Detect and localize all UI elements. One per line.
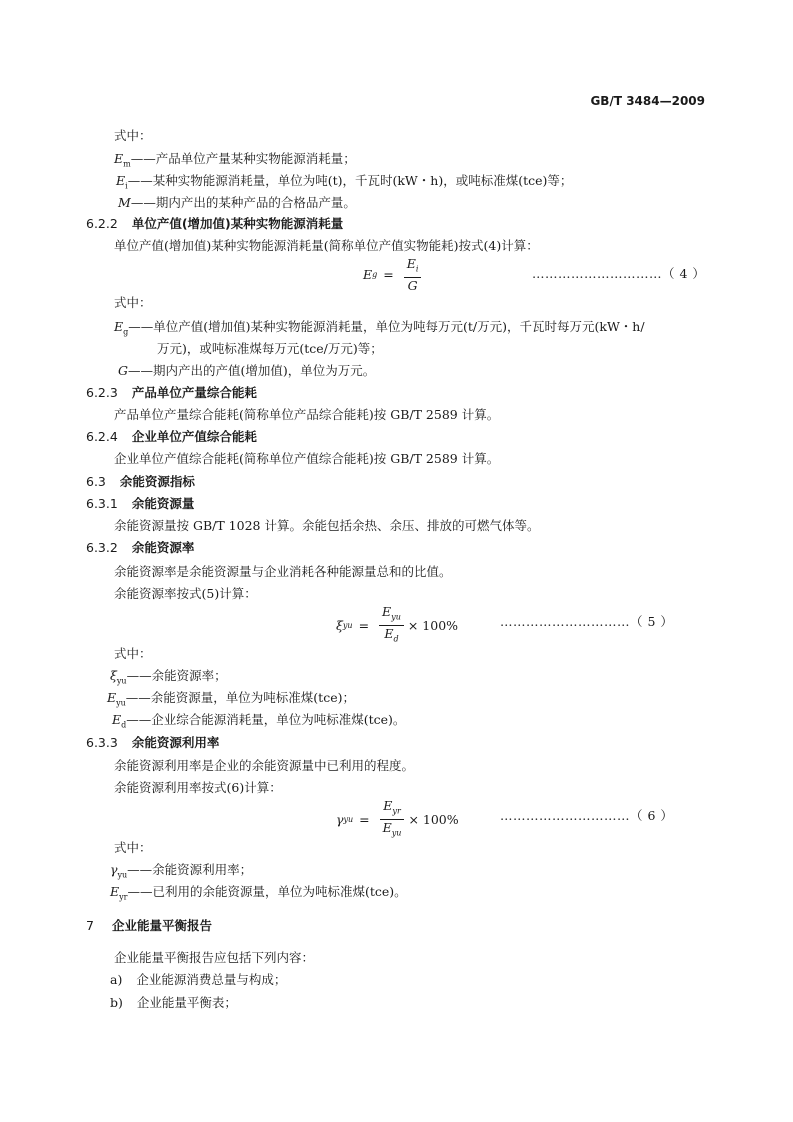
section-heading-6-3: 6.3 余能资源指标 <box>86 474 195 489</box>
list-item-a: a) 企业能源消费总量与构成； <box>110 972 287 987</box>
definition-eg: $E_g——$单位产值(增加值)某种实物能源消耗量，单位为吨每万元(t/万元)，千瓦时每万元(kW・h/ <box>114 319 645 337</box>
list-item-b: b) 企业能量平衡表； <box>110 995 237 1010</box>
equation-number-6: …………………………（ 6 ） <box>500 808 674 823</box>
definition-xi-yu: $\xi_{yu}——$余能资源率； <box>110 668 227 686</box>
definition-e-yu: $E_{yu}——$余能资源量，单位为吨标准煤(tce)； <box>107 690 355 708</box>
where-label: 式中： <box>114 840 152 855</box>
paragraph-6-2-4: 企业单位产值综合能耗(简称单位产值综合能耗)按 GB/T 2589 计算。 <box>114 451 500 466</box>
paragraph-6-2-3: 产品单位产量综合能耗(简称单位产品综合能耗)按 GB/T 2589 计算。 <box>114 407 500 422</box>
paragraph-6-3-1: 余能资源量按 GB/T 1028 计算。余能包括余热、余压、排放的可燃气体等。 <box>114 518 540 533</box>
definition-ei: $E_i——$某种实物能源消耗量，单位为吨(t)，千瓦时(kW・h)，或吨标准煤(tce)等； <box>116 173 573 191</box>
paragraph-6-3-2-b: 余能资源率按式(5)计算： <box>114 586 257 601</box>
definition-g: G——期内产出的产值(增加值)，单位为万元。 <box>118 363 376 378</box>
equation-number-5: …………………………（ 5 ） <box>500 614 674 629</box>
paragraph-6-3-3-b: 余能资源利用率按式(6)计算： <box>114 780 282 795</box>
section-heading-6-2-2: 6.2.2 单位产值(增加值)某种实物能源消耗量 <box>86 216 344 231</box>
definition-eg-continued: 万元)，或吨标准煤每万元(tce/万元)等； <box>157 341 383 356</box>
equation-number-4: …………………………（ 4 ） <box>532 266 706 281</box>
section-heading-6-3-1: 6.3.1 余能资源量 <box>86 496 195 511</box>
definition-e-d: $E_d——$企业综合能源消耗量，单位为吨标准煤(tce)。 <box>112 712 406 730</box>
section-heading-6-2-4: 6.2.4 企业单位产值综合能耗 <box>86 429 257 444</box>
paragraph-6-2-2: 单位产值(增加值)某种实物能源消耗量(简称单位产值实物能耗)按式(4)计算： <box>114 238 539 253</box>
where-label: 式中： <box>114 295 152 310</box>
paragraph-7: 企业能量平衡报告应包括下列内容： <box>114 950 315 965</box>
definition-e-yr: $E_{yr}——$已利用的余能资源量，单位为吨标准煤(tce)。 <box>110 884 407 902</box>
definition-em: $E_m——$产品单位产量某种实物能源消耗量； <box>114 151 356 169</box>
section-heading-6-3-3: 6.3.3 余能资源利用率 <box>86 735 220 750</box>
formula-6: γ yu = $\frac{E_{yr}}{E_{yu}}$ × 100% <box>336 798 459 837</box>
where-label: 式中： <box>114 128 152 143</box>
paragraph-6-3-3-a: 余能资源利用率是企业的余能资源量中已利用的程度。 <box>114 758 415 773</box>
where-label: 式中： <box>114 646 152 661</box>
section-heading-6-3-2: 6.3.2 余能资源率 <box>86 540 195 555</box>
chapter-heading-7: 7 企业能量平衡报告 <box>86 918 212 933</box>
formula-5: ξ yu = $\frac{E_{yu}}{E_d}$ × 100% <box>336 604 459 643</box>
standard-number: GB/T 3484—2009 <box>590 94 705 108</box>
definition-gamma-yu: $\gamma_{yu}——$余能资源利用率； <box>110 862 253 880</box>
paragraph-6-3-2-a: 余能资源率是余能资源量与企业消耗各种能源量总和的比值。 <box>114 564 452 579</box>
formula-4: E g = $\frac{E_i}{G}$ <box>363 256 425 293</box>
section-heading-6-2-3: 6.2.3 产品单位产量综合能耗 <box>86 385 257 400</box>
definition-m: M——期内产出的某种产品的合格品产量。 <box>118 195 356 210</box>
